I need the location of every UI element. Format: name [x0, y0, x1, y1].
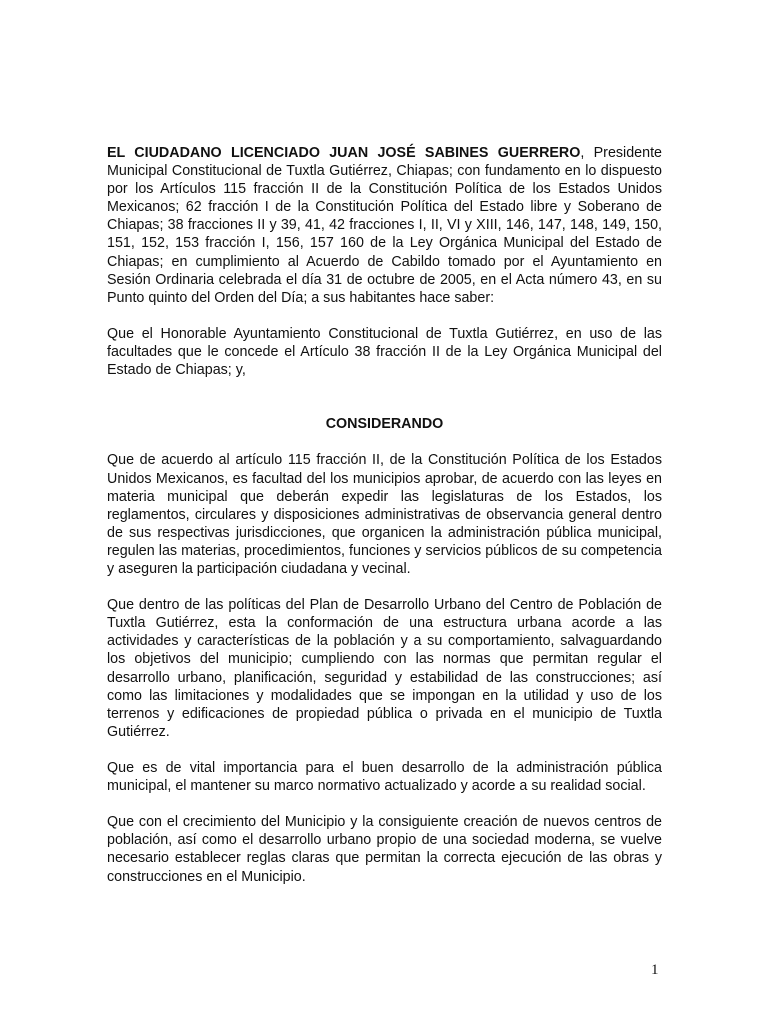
- considerando-paragraph-4: Que con el crecimiento del Municipio y la consiguiente creación de nuevos centros de población, así como el desarrollo urbano propio de una sociedad moderna, se vuelve necesario establecer reglas claras que permitan la correcta ejecución de las obras y construcciones en el Municipio.: [107, 814, 662, 885]
- considerando-paragraph-3: Que es de vital importancia para el buen desarrollo de la administración pública municipal, el mantener su marco normativo actualizado y acorde a su realidad social.: [107, 760, 662, 795]
- section-heading-considerando: CONSIDERANDO: [325, 416, 444, 433]
- intro-bold-lead: EL CIUDADANO LICENCIADO JUAN JOSÉ SABINES GUERRERO: [107, 145, 581, 161]
- paragraph-ayuntamiento: Que el Honorable Ayuntamiento Constitucional de Tuxtla Gutiérrez, en uso de las facultades que le concede el Artículo 38 fracción II de la Ley Orgánica Municipal del Estado de Chiapas; y,: [107, 325, 662, 379]
- intro-text: , Presidente Municipal Constitucional de Tuxtla Gutiérrez, Chiapas; con fundamento en lo dispuesto por los Artículos 115 fracción II de la Constitución Política de los Estados Unidos Mexicanos; 62 fracción I de la Constitución Política del Estado libre y Soberano de Chiapas; 38 fracciones II y 39, 41, 42 fracciones I, II, VI y XIII, 146, 147, 148, 149, 150, 151, 152, 153 fracción I, 156, 157 160 de la Ley Orgánica Municipal del Estado de Chiapas; en cumplimiento al Acuerdo de Cabildo tomado por el Ayuntamiento en Sesión Ordinaria celebrada el día 31 de octubre de 2005, en el Acta número 43, en su Punto quinto del Orden del Día; a sus habitantes hace saber:: [107, 145, 662, 306]
- document-body: [107, 144, 662, 904]
- considerando-paragraph-1: Que de acuerdo al artículo 115 fracción II, de la Constitución Política de los Estados Unidos Mexicanos, es facultad del los municipios aprobar, de acuerdo con las leyes en materia municipal que deberán expedir las legislaturas de los Estados, los reglamentos, circulares y disposiciones administrativas de observancia general dentro de sus respectivas jurisdicciones, que organicen la administración pública municipal, regulen las materias, procedimientos, funciones y servicios públicos de su competencia y aseguren la participación ciudadana y vecinal.: [107, 452, 662, 577]
- considerando-paragraph-2: Que dentro de las políticas del Plan de Desarrollo Urbano del Centro de Población de Tuxtla Gutiérrez, esta la conformación de una estructura urbana acorde a las actividades y características de la población y a su comportamiento, salvaguardando los objetivos del municipio; cumpliendo con las normas que permitan regular el desarrollo urbano, planificación, seguridad y estabilidad de las construcciones; así como las limitaciones y modalidades que se impongan en la utilidad y uso de los terrenos y edificaciones de propiedad pública o privada en el municipio de Tuxtla Gutiérrez.: [107, 597, 662, 740]
- intro-paragraph: [107, 144, 662, 307]
- page-number: 1: [651, 962, 659, 978]
